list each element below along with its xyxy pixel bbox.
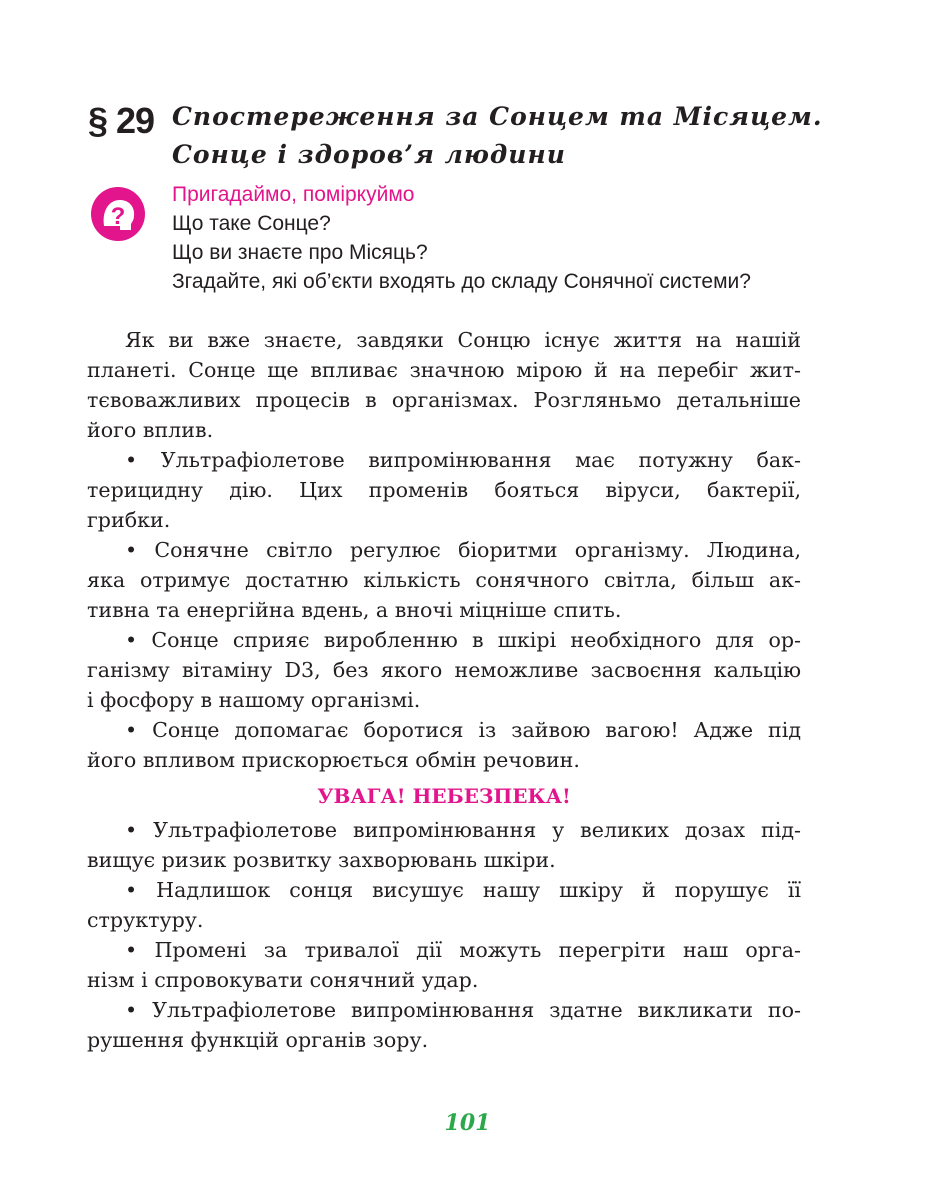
warning-line: • Ультрафіолетове випромінювання здатне викликати по-	[125, 998, 801, 1022]
bullet-line: і фосфору в нашому організмі.	[87, 688, 421, 712]
question-head-icon	[90, 186, 146, 242]
section-title-line-1: Спостереження за Сонцем та Місяцем.	[172, 102, 823, 131]
bullet-line: тивна та енергійна вдень, а вночі міцніше спить.	[87, 598, 622, 622]
recall-heading: Пригадаймо, поміркуймо	[172, 183, 415, 206]
section-title	[172, 98, 852, 174]
warning-title: УВАГА! НЕБЕЗПЕКА!	[317, 784, 571, 808]
warning-line: рушення функцій органів зору.	[87, 1028, 429, 1052]
bullet-line: • Ультрафіолетове випромінювання має потужну бак-	[125, 448, 801, 472]
body-text	[87, 325, 801, 1055]
recall-question: Що таке Сонце?	[172, 212, 331, 235]
bullet-line: • Сонце сприяє виробленню в шкірі необхідного для ор-	[125, 628, 801, 652]
warning-line: • Промені за тривалої дії можуть перегріти наш орга-	[125, 938, 801, 962]
bullet-line: терицидну дію. Цих променів бояться віруси, бактерії,	[87, 478, 801, 502]
paragraph-line: тєвоважливих процесів в організмах. Розгляньмо детальніше	[87, 388, 801, 412]
warning-line: структуру.	[87, 908, 204, 932]
page-number: 101	[444, 1110, 491, 1136]
paragraph-line: Як ви вже знаєте, завдяки Сонцю існує життя на нашій	[125, 328, 801, 352]
bullet-line: ганізму вітаміну D3, без якого неможливе засвоєння кальцію	[87, 658, 801, 682]
warning-line: • Ультрафіолетове випромінювання у великих дозах під-	[125, 818, 801, 842]
bullet-line: яка отримує достатню кількість сонячного світла, більш ак-	[87, 568, 801, 592]
warning-line: нізм і спровокувати сонячний удар.	[87, 968, 479, 992]
recall-block	[172, 180, 751, 296]
section-number: § 29	[88, 100, 155, 141]
section-title-line-2: Сонце і здоров’я людини	[172, 140, 566, 169]
bullet-line: його впливом прискорюється обмін речовин.	[87, 748, 580, 772]
warning-line: • Надлишок сонця висушує нашу шкіру й порушує її	[125, 878, 801, 902]
bullet-line: • Сонячне світло регулює біоритми організму. Людина,	[125, 538, 801, 562]
bullet-line: грибки.	[87, 508, 171, 532]
svg-text:?: ?	[110, 203, 126, 230]
paragraph-line: його вплив.	[87, 418, 214, 442]
bullet-line: • Сонце допомагає боротися із зайвою вагою! Адже під	[125, 718, 801, 742]
paragraph-line: планеті. Сонце ще впливає значною мірою й на перебіг жит-	[87, 358, 801, 382]
warning-line: вищує ризик розвитку захворювань шкіри.	[87, 848, 556, 872]
recall-question: Згадайте, які об’єкти входять до складу Сонячної системи?	[172, 270, 751, 293]
recall-question: Що ви знаєте про Місяць?	[172, 241, 428, 264]
